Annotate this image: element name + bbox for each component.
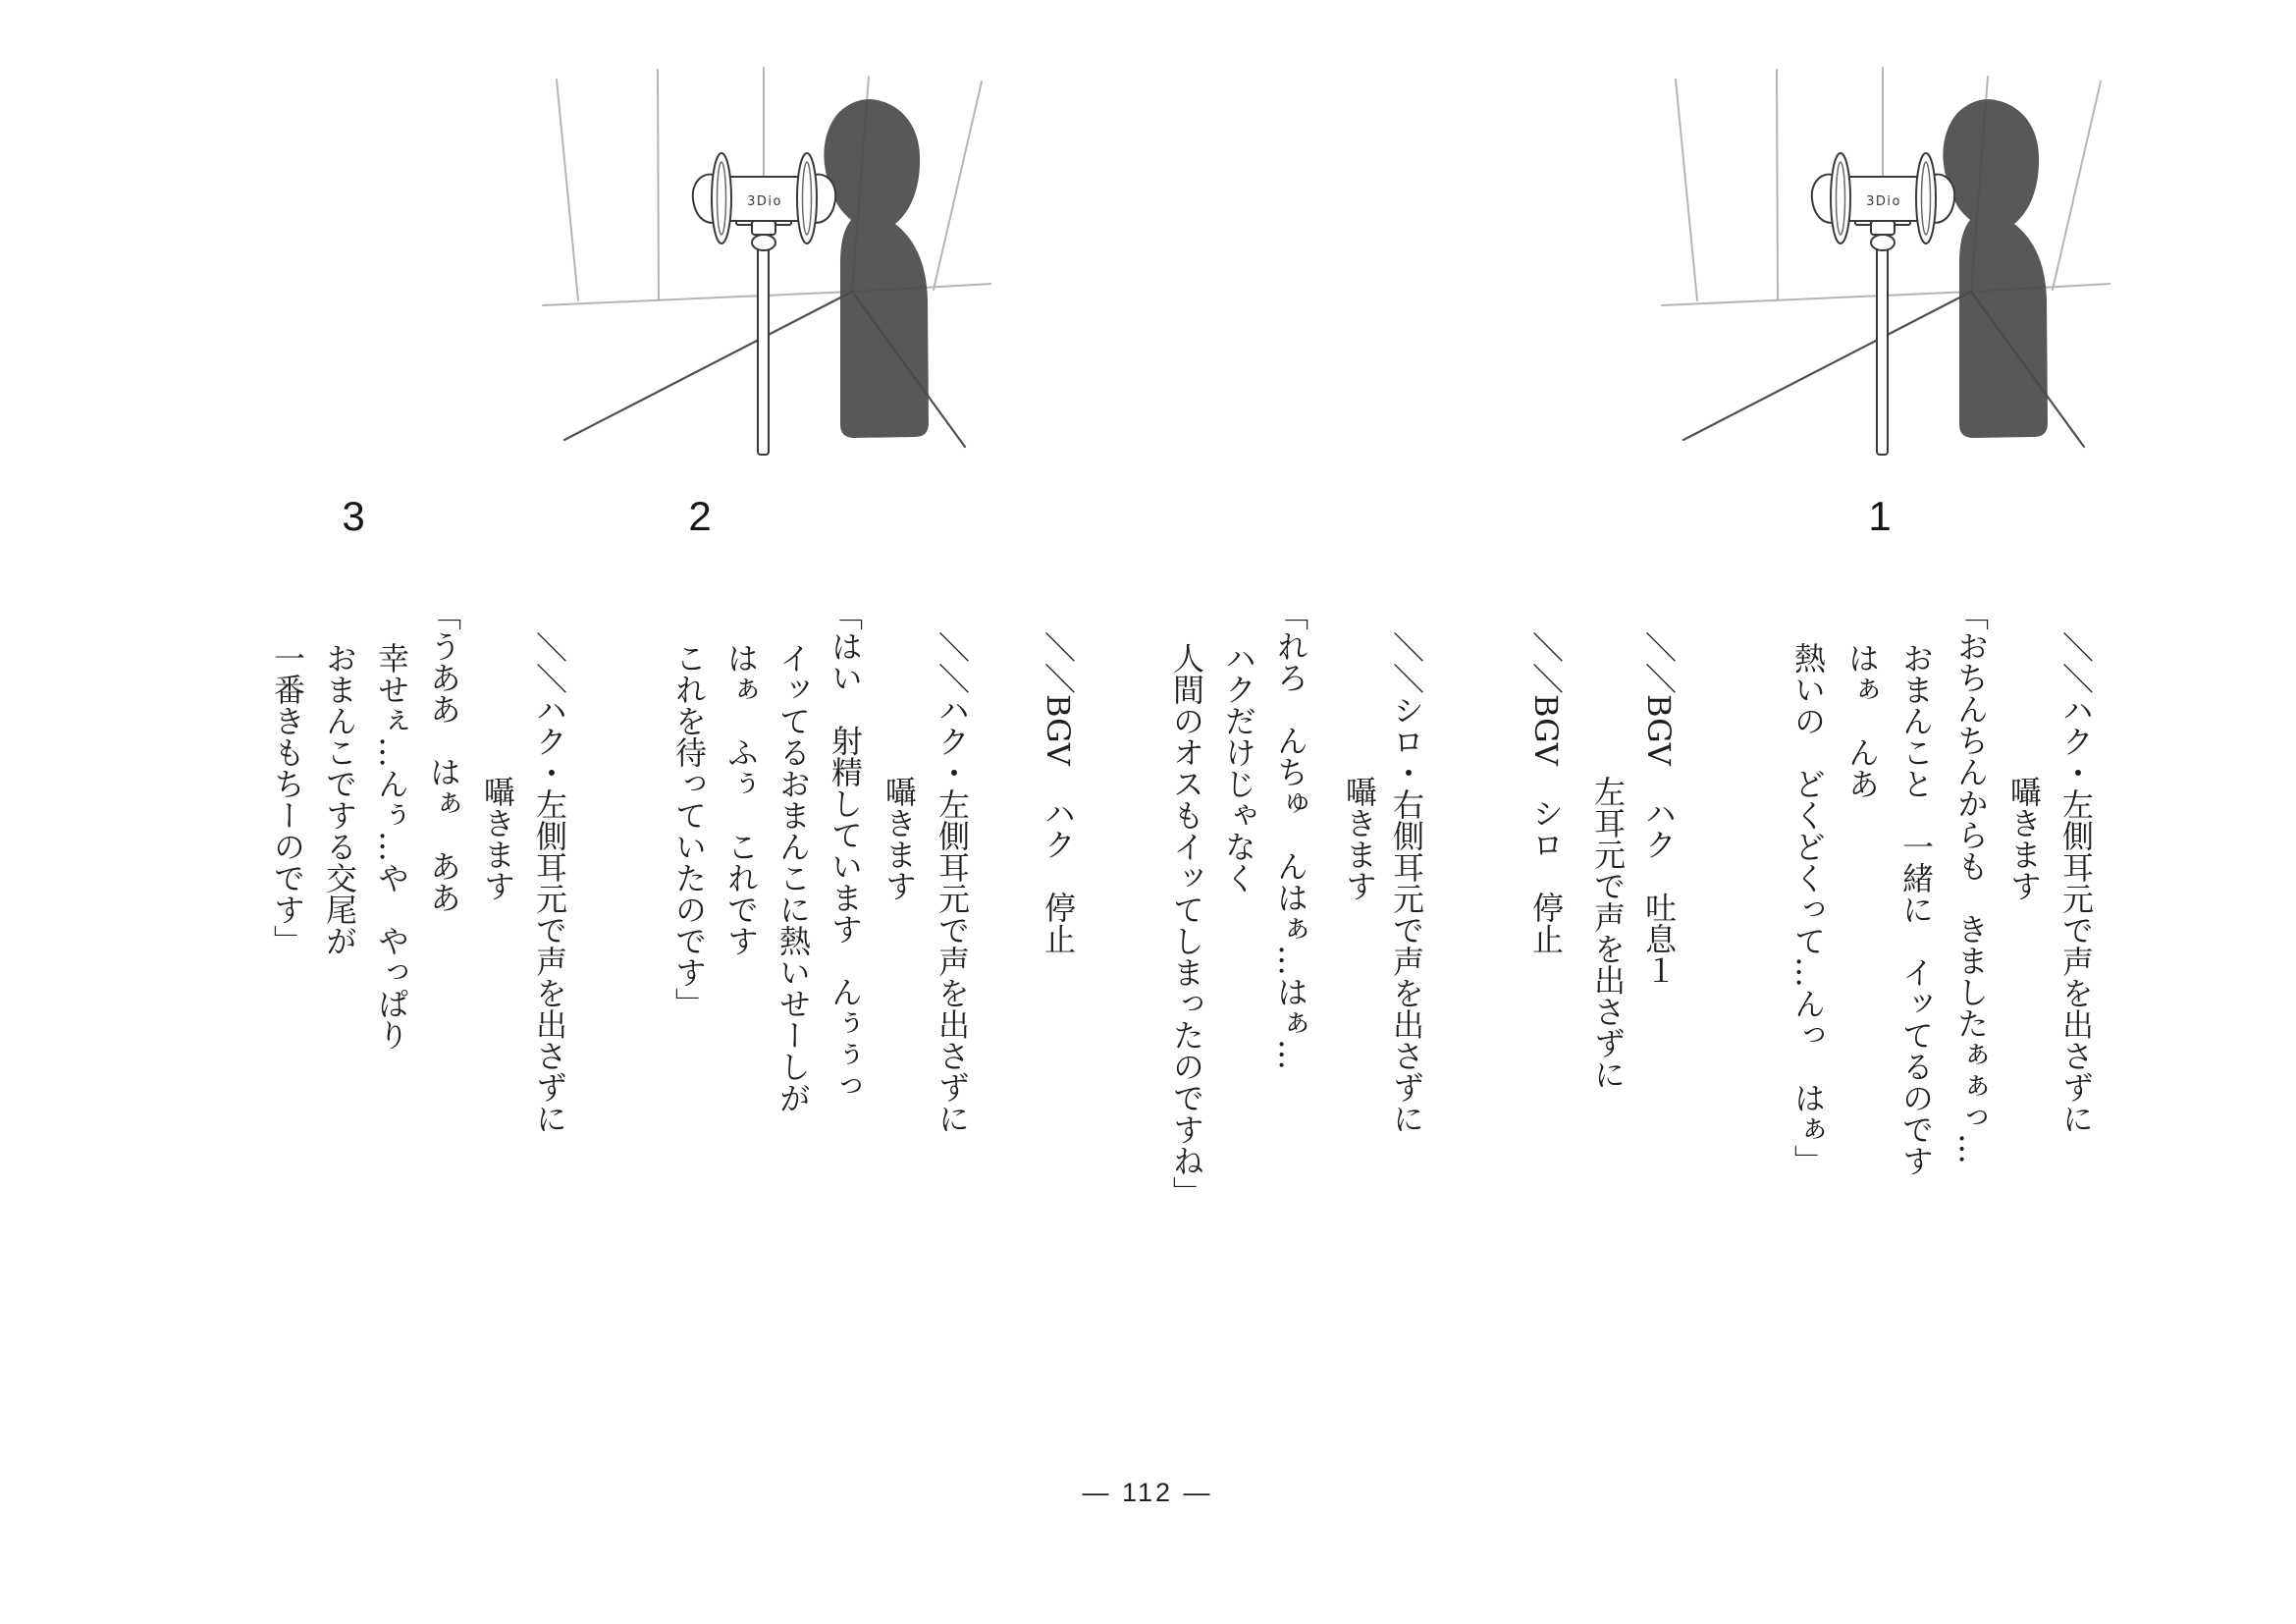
direction-indent-column: 囁きます — [2005, 776, 2043, 901]
direction-column: ＼＼BGV シロ 停止 — [1527, 631, 1565, 954]
direction-indent-column: 囁きます — [1341, 776, 1378, 901]
left-ear-disc — [1831, 153, 1850, 244]
mic-stand — [752, 221, 775, 455]
dialogue-column: 「れろ んちゅ んはぁ…はぁ… — [1272, 599, 1309, 1070]
dialogue-column: 人間のオスもイッてしまったのですね」 — [1168, 642, 1205, 1208]
direction-column: ＼＼ハク・左側耳元で声を出さずに — [2057, 631, 2095, 1134]
mic-stand — [1871, 221, 1895, 455]
dialogue-column: 一番きもちーのです」 — [269, 642, 306, 956]
dialogue-column: 「うああ はぁ ああ — [425, 599, 462, 913]
panel-number-3: 3 — [342, 493, 365, 539]
direction-column: ＼＼ハク・左側耳元で声を出さずに — [531, 631, 568, 1134]
mic-label: 3Dio — [1866, 194, 1901, 209]
panel-number-1: 1 — [1868, 493, 1892, 539]
panel-illustration-right — [1654, 62, 2110, 469]
mic-label: 3Dio — [747, 194, 782, 209]
listener-silhouette — [1943, 99, 2048, 438]
direction-indent-column: 囁きます — [479, 776, 516, 901]
dialogue-column: 幸せぇ…んぅ…や やっぱり — [373, 642, 410, 1051]
direction-indent-column: 左耳元で声を出さずに — [1589, 776, 1627, 1090]
left-ear-disc — [712, 153, 731, 244]
direction-column: ＼＼BGV ハク 吐息１ — [1640, 631, 1678, 986]
panel-illustration-left — [535, 62, 991, 469]
listener-silhouette — [824, 99, 929, 438]
dialogue-column: ハクだけじゃなく — [1220, 642, 1257, 893]
right-ear-disc — [1916, 153, 1936, 244]
direction-column: ＼＼シロ・右側耳元で声を出さずに — [1388, 631, 1425, 1134]
dialogue-column: はぁ ふぅ これです — [722, 642, 760, 956]
dialogue-column: おまんこと 一緒に イッてるのです — [1897, 642, 1935, 1176]
direction-indent-column: 囁きます — [881, 776, 918, 901]
dialogue-column: イッてるおまんこに熱いせーしが — [774, 642, 812, 1113]
right-ear-disc — [797, 153, 817, 244]
page-number: — 112 — — [1082, 1478, 1213, 1507]
direction-column: ＼＼ハク・左側耳元で声を出さずに — [934, 631, 971, 1134]
direction-column: ＼＼BGV ハク 停止 — [1040, 631, 1077, 954]
dialogue-column: これを待っていたのです」 — [670, 642, 708, 1019]
dialogue-column: おまんこでする交尾が — [321, 642, 358, 956]
dialogue-column: はぁ んあ — [1843, 642, 1881, 799]
dialogue-column: 熱いの どくどくって…んっ はぁ」 — [1789, 642, 1827, 1176]
dialogue-column: 「おちんちんからも きましたぁぁっ… — [1952, 599, 1990, 1164]
dialogue-column: 「はい 射精しています んぅぅっ — [827, 599, 864, 1102]
panel-number-2: 2 — [688, 493, 712, 539]
